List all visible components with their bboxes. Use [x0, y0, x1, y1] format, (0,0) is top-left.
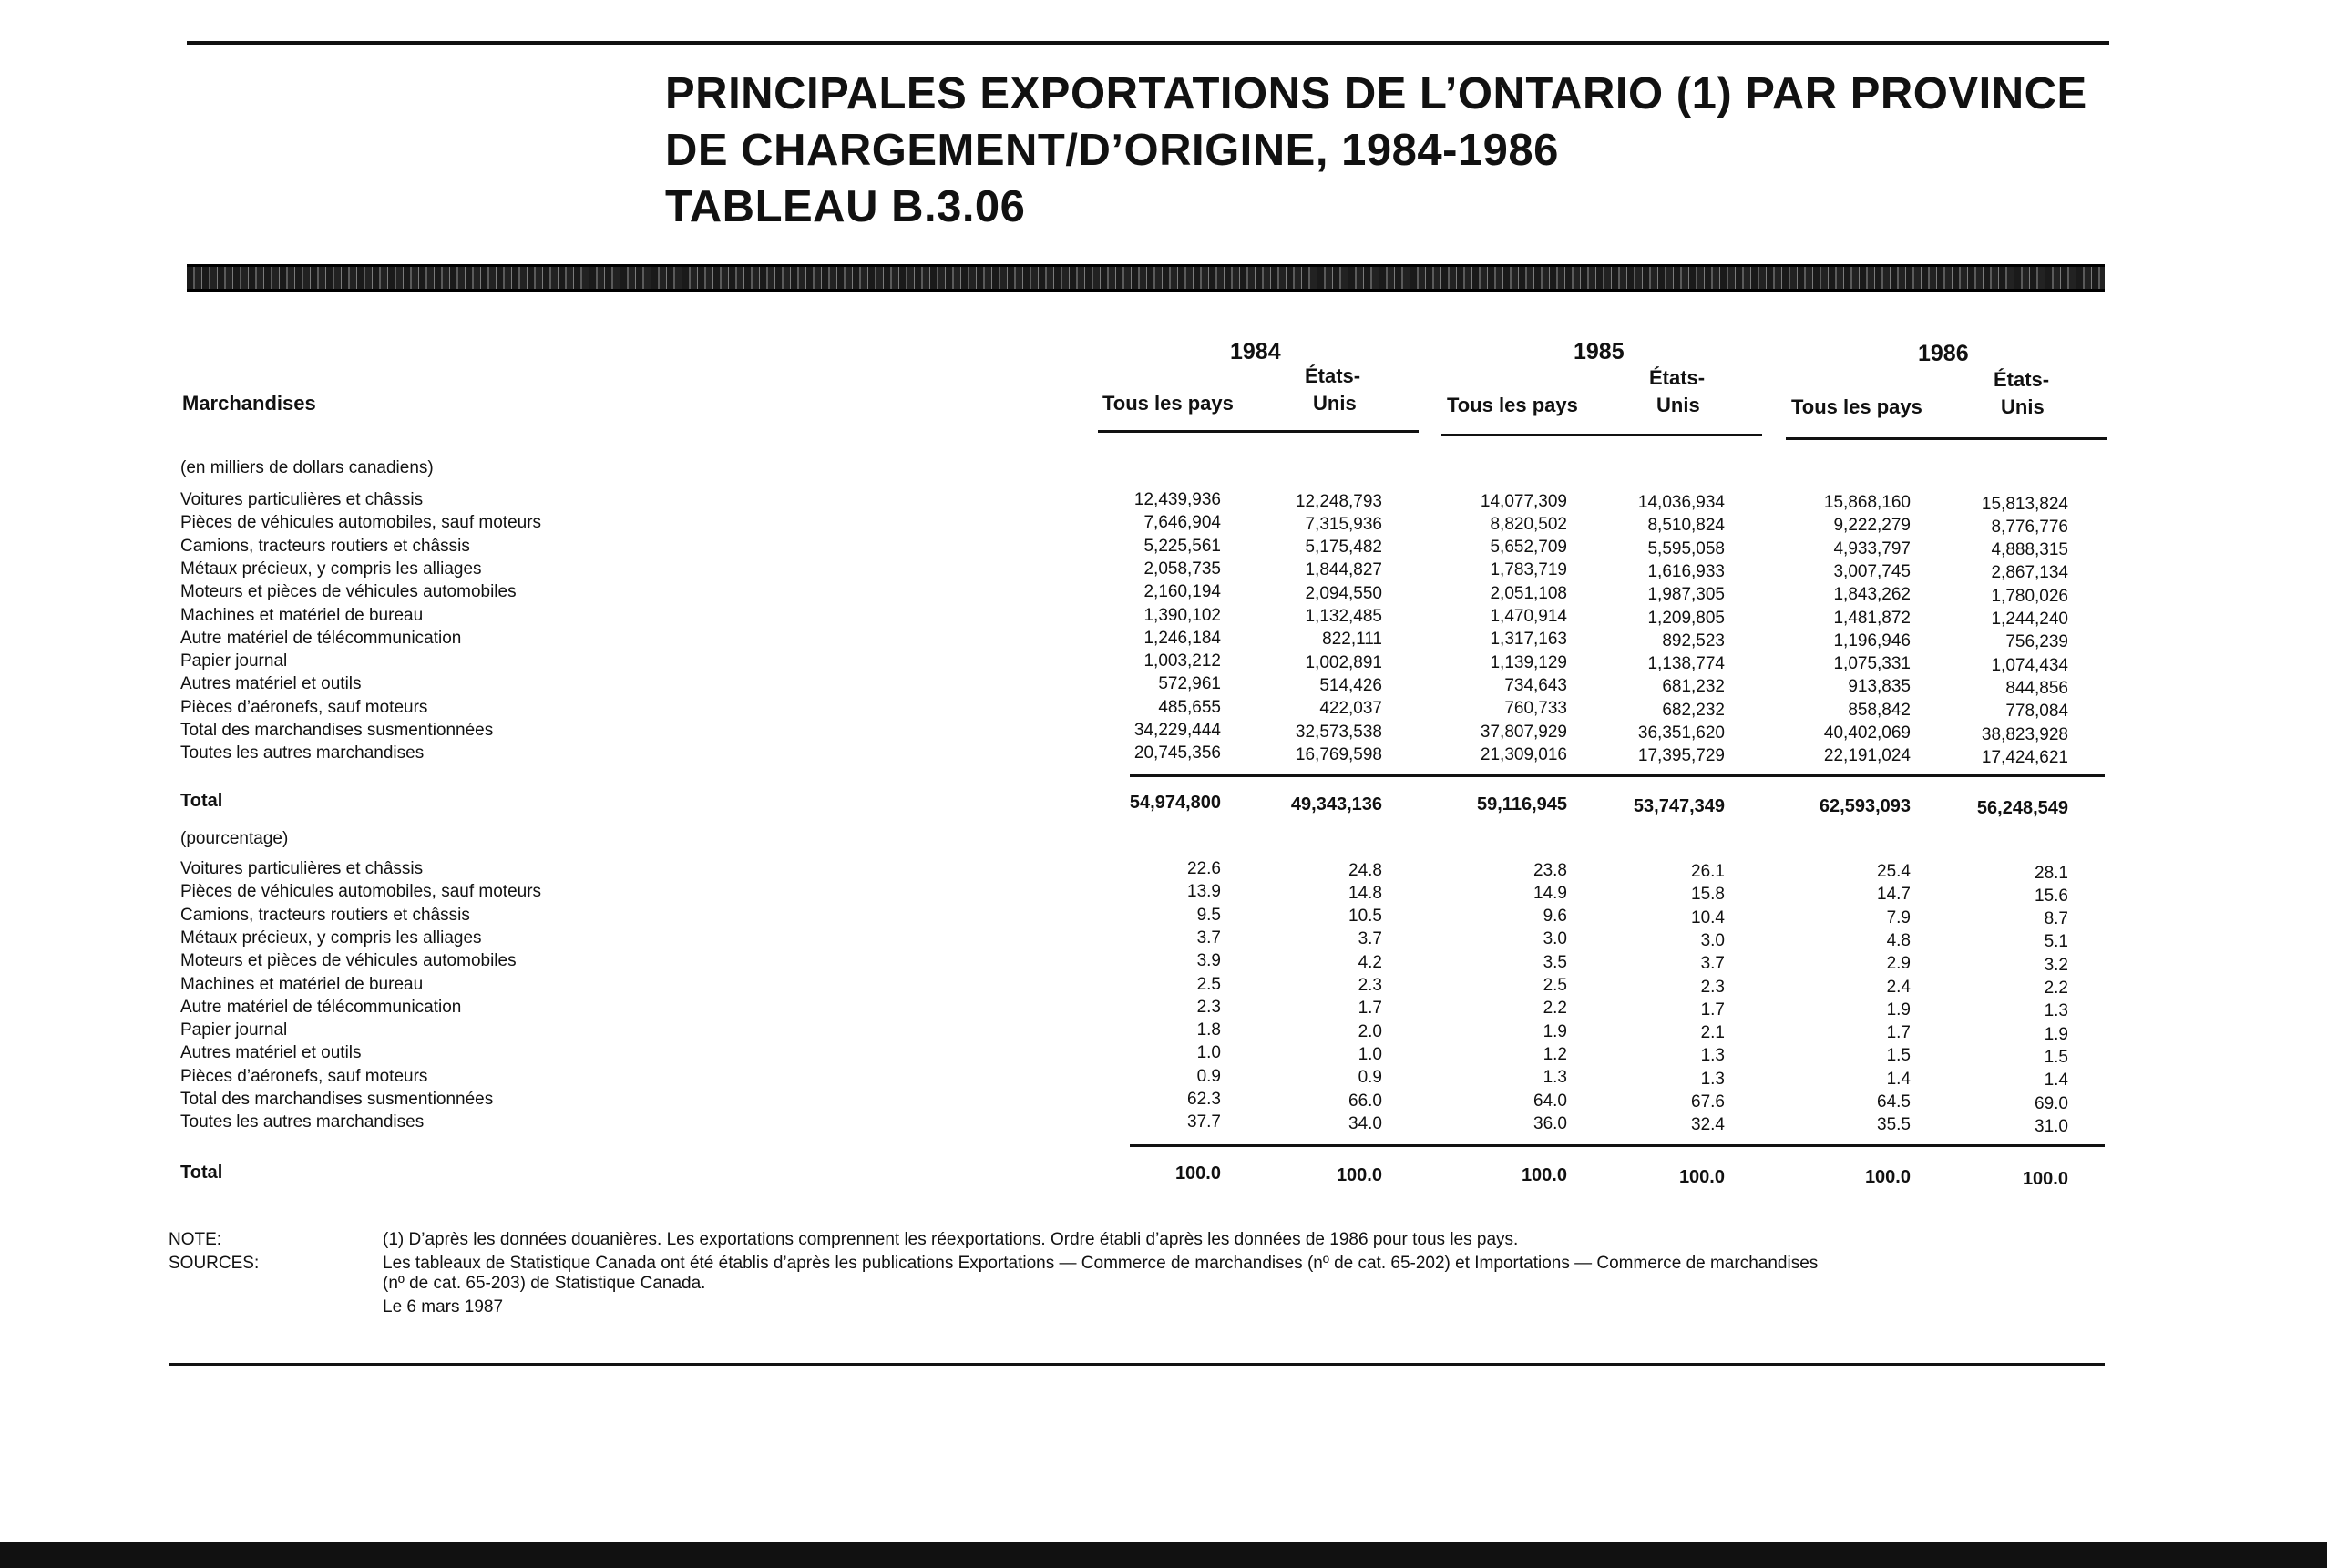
table-cell: 13.9 [1187, 882, 1221, 902]
item-label: Autres matériel et outils [180, 1043, 362, 1063]
item-label: Métaux précieux, y compris les alliages [180, 927, 482, 948]
table-cell: 36,351,620 [1637, 723, 1725, 743]
table-cell: 15,813,824 [1981, 494, 2068, 514]
table-cell: 4,933,797 [1833, 538, 1911, 559]
table-cell: 14.8 [1348, 883, 1382, 903]
table-cell: 23.8 [1533, 860, 1567, 880]
table-cell: 1,481,872 [1833, 608, 1911, 628]
item-label: Camions, tracteurs routiers et châssis [180, 905, 470, 925]
table-cell: 31.0 [2035, 1116, 2068, 1136]
item-label: Papier journal [180, 1020, 288, 1040]
table-cell: 34.0 [1348, 1113, 1382, 1133]
col-all-1985: Tous les pays [1447, 394, 1578, 416]
report-date: Le 6 mars 1987 [383, 1297, 504, 1317]
table-cell: 572,961 [1158, 674, 1221, 694]
table-cell: 3.7 [1700, 954, 1725, 974]
table-cell: 3.0 [1543, 929, 1567, 949]
table-cell: 913,835 [1848, 677, 1911, 697]
table-cell: 1,139,129 [1490, 652, 1567, 672]
item-label: Pièces d’aéronefs, sauf moteurs [180, 697, 428, 717]
table-cell: 1,138,774 [1647, 654, 1725, 674]
scan-edge [0, 1542, 2327, 1568]
item-label: Autres matériel et outils [180, 674, 362, 694]
table-cell: 5,225,561 [1143, 536, 1221, 556]
table-cell: 1.4 [2044, 1071, 2068, 1091]
item-label: Autre matériel de télécommunication [180, 628, 462, 648]
bottom-rule [169, 1363, 2105, 1366]
table-cell: 22.6 [1187, 859, 1221, 878]
table-cell: 2,867,134 [1991, 563, 2068, 583]
table-cell: 67.6 [1691, 1092, 1725, 1112]
item-label: Pièces de véhicules automobiles, sauf moteurs [180, 882, 542, 902]
table-cell: 35.5 [1877, 1115, 1911, 1135]
table-cell: 4.2 [1358, 952, 1382, 972]
table-cell: 64.0 [1533, 1091, 1567, 1111]
table-cell: 422,037 [1319, 699, 1382, 719]
table-cell: 14.7 [1877, 885, 1911, 905]
table-cell: 9,222,279 [1833, 516, 1911, 536]
table-cell: 2.2 [2044, 979, 2068, 998]
item-label: Moteurs et pièces de véhicules automobiles [180, 951, 517, 971]
table-cell: 1,132,485 [1305, 607, 1382, 626]
decorative-banner [187, 264, 2105, 292]
table-cell: 25.4 [1877, 862, 1911, 881]
total-cell: 59,116,945 [1477, 794, 1567, 815]
table-cell: 2,094,550 [1305, 583, 1382, 603]
table-cell: 2.3 [1358, 976, 1382, 995]
table-cell: 2,051,108 [1490, 583, 1567, 603]
table-cell: 26.1 [1691, 862, 1725, 881]
table-cell: 1.0 [1196, 1043, 1221, 1063]
table-cell: 1.9 [1543, 1021, 1567, 1041]
table-cell: 2.9 [1886, 954, 1911, 974]
values-total-label: Total [180, 791, 223, 811]
table-cell: 0.9 [1358, 1068, 1382, 1088]
table-cell: 5,175,482 [1305, 538, 1382, 558]
item-label: Total des marchandises susmentionnées [180, 1090, 494, 1109]
table-cell: 12,248,793 [1295, 491, 1382, 511]
total-cell: 53,747,349 [1633, 796, 1725, 816]
table-cell: 1,616,933 [1647, 561, 1725, 581]
table-cell: 1,196,946 [1833, 630, 1911, 651]
table-cell: 3.2 [2044, 955, 2068, 975]
item-label: Papier journal [180, 651, 288, 671]
top-rule [187, 41, 2109, 45]
total-cell: 100.0 [1336, 1165, 1382, 1185]
col-us-1984-a: États- [1305, 364, 1361, 387]
total-cell: 54,974,800 [1129, 793, 1221, 813]
table-cell: 485,655 [1158, 697, 1221, 717]
table-cell: 17,424,621 [1981, 747, 2068, 767]
table-cell: 1,390,102 [1143, 605, 1221, 625]
total-cell: 62,593,093 [1819, 796, 1911, 816]
total-cell: 56,248,549 [1976, 798, 2068, 818]
note-label: NOTE: [169, 1230, 222, 1249]
table-cell: 1,783,719 [1490, 560, 1567, 580]
table-cell: 10.5 [1348, 907, 1382, 927]
item-label: Métaux précieux, y compris les alliages [180, 559, 482, 579]
table-cell: 1,987,305 [1647, 585, 1725, 605]
table-cell: 2.1 [1700, 1023, 1725, 1043]
item-label: Toutes les autres marchandises [180, 1112, 425, 1132]
table-cell: 9.6 [1543, 907, 1567, 927]
table-cell: 64.5 [1877, 1092, 1911, 1112]
table-cell: 2.3 [1196, 997, 1221, 1017]
sources-label: SOURCES: [169, 1254, 260, 1273]
table-cell: 3.5 [1543, 952, 1567, 972]
percent-caption: (pourcentage) [180, 829, 289, 848]
title-line-2: DE CHARGEMENT/D’ORIGINE, 1984-1986 [665, 126, 1559, 175]
table-cell: 2.5 [1543, 976, 1567, 995]
year-1984: 1984 [1230, 339, 1281, 364]
header-rule-1985 [1441, 434, 1762, 436]
sources-line-2: (nº de cat. 65-203) de Statistique Canada. [383, 1274, 706, 1293]
total-cell: 49,343,136 [1290, 794, 1382, 815]
total-cell: 100.0 [2022, 1169, 2068, 1189]
table-cell: 1.5 [1886, 1046, 1911, 1066]
table-cell: 5,595,058 [1647, 538, 1725, 559]
document-title [665, 66, 2123, 235]
table-cell: 24.8 [1348, 860, 1382, 880]
table-cell: 8.7 [2044, 909, 2068, 929]
table-cell: 4.8 [1886, 930, 1911, 950]
table-cell: 1,843,262 [1833, 585, 1911, 605]
table-cell: 892,523 [1662, 630, 1725, 651]
table-cell: 2,058,735 [1143, 559, 1221, 579]
table-cell: 844,856 [2005, 678, 2068, 698]
item-label: Voitures particulières et châssis [180, 859, 424, 878]
table-cell: 66.0 [1348, 1091, 1382, 1111]
table-cell: 1.3 [2044, 1001, 2068, 1021]
item-label: Autre matériel de télécommunication [180, 997, 462, 1017]
table-cell: 1,075,331 [1833, 654, 1911, 674]
table-cell: 7,646,904 [1143, 513, 1221, 533]
item-label: Pièces de véhicules automobiles, sauf moteurs [180, 513, 542, 533]
table-cell: 9.5 [1196, 905, 1221, 925]
table-cell: 756,239 [2005, 632, 2068, 652]
table-cell: 1.7 [1358, 999, 1382, 1019]
item-label: Pièces d’aéronefs, sauf moteurs [180, 1066, 428, 1086]
values-total-rule [1130, 774, 2105, 777]
table-cell: 1.0 [1358, 1044, 1382, 1064]
table-cell: 3.9 [1196, 951, 1221, 971]
table-cell: 7.9 [1886, 907, 1911, 927]
table-cell: 1.4 [1886, 1069, 1911, 1089]
title-line-3: TABLEAU B.3.06 [665, 182, 1026, 231]
col-us-1985-a: États- [1649, 366, 1706, 389]
table-cell: 15.8 [1691, 885, 1725, 905]
table-cell: 1,780,026 [1991, 586, 2068, 606]
total-cell: 100.0 [1864, 1167, 1911, 1187]
table-cell: 14,036,934 [1637, 493, 1725, 512]
total-cell: 100.0 [1678, 1167, 1725, 1187]
item-label: Toutes les autres marchandises [180, 743, 425, 764]
year-1985: 1985 [1574, 339, 1625, 364]
table-cell: 37,807,929 [1480, 722, 1567, 742]
col-all-1986: Tous les pays [1791, 395, 1922, 418]
table-cell: 40,402,069 [1823, 723, 1911, 743]
table-cell: 3,007,745 [1833, 561, 1911, 581]
total-cell: 100.0 [1521, 1165, 1567, 1185]
table-cell: 14,077,309 [1480, 491, 1567, 511]
table-cell: 14.9 [1533, 883, 1567, 903]
table-cell: 514,426 [1319, 675, 1382, 695]
table-cell: 760,733 [1504, 699, 1567, 719]
item-label: Moteurs et pièces de véhicules automobiles [180, 582, 517, 602]
year-1986: 1986 [1918, 341, 1969, 366]
table-cell: 12,439,936 [1133, 490, 1221, 509]
table-cell: 37.7 [1187, 1112, 1221, 1132]
table-cell: 3.0 [1700, 930, 1725, 950]
table-cell: 32.4 [1691, 1115, 1725, 1135]
table-cell: 1,317,163 [1490, 630, 1567, 650]
item-label: Voitures particulières et châssis [180, 490, 424, 509]
total-cell: 100.0 [1174, 1163, 1221, 1184]
col-us-1986-a: États- [1994, 368, 2050, 391]
table-cell: 28.1 [2035, 863, 2068, 883]
table-cell: 17,395,729 [1637, 746, 1725, 766]
table-cell: 1,209,805 [1647, 608, 1725, 628]
table-cell: 2.5 [1196, 974, 1221, 994]
table-cell: 3.7 [1196, 927, 1221, 948]
table-cell: 2,160,194 [1143, 582, 1221, 602]
item-label: Machines et matériel de bureau [180, 974, 424, 994]
table-cell: 4,888,315 [1991, 540, 2068, 560]
note-text: (1) D’après les données douanières. Les exportations comprennent les réexportations. Ordre établi d’après les données de 1986 pour tous les pays. [383, 1230, 1519, 1249]
table-cell: 1.9 [1886, 999, 1911, 1020]
table-cell: 681,232 [1662, 677, 1725, 697]
table-cell: 32,573,538 [1295, 722, 1382, 742]
header-rule-1984 [1098, 430, 1419, 433]
table-cell: 2.0 [1358, 1021, 1382, 1041]
col-us-1986-b: Unis [2001, 395, 2045, 418]
table-cell: 5.1 [2044, 932, 2068, 952]
table-cell: 1,074,434 [1991, 655, 2068, 675]
table-cell: 1.7 [1886, 1023, 1911, 1043]
col-all-1984: Tous les pays [1102, 392, 1234, 415]
percent-total-label: Total [180, 1163, 223, 1183]
title-line-1: PRINCIPALES EXPORTATIONS DE L’ONTARIO (1) PAR PROVINCE [665, 69, 2087, 118]
table-cell: 858,842 [1848, 700, 1911, 720]
table-cell: 15,868,160 [1823, 493, 1911, 512]
table-cell: 8,510,824 [1647, 516, 1725, 536]
table-cell: 10.4 [1691, 907, 1725, 927]
table-cell: 16,769,598 [1295, 744, 1382, 764]
row-label-header: Marchandises [182, 392, 316, 415]
table-cell: 2.3 [1700, 977, 1725, 997]
table-cell: 1,003,212 [1143, 651, 1221, 671]
values-caption: (en milliers de dollars canadiens) [180, 458, 434, 477]
sources-line-1: Les tableaux de Statistique Canada ont été établis d’après les publications Exportations — Commerce de marchandises (nº de cat. 65-202) et Importations — Commerce de marchandises [383, 1254, 1819, 1273]
table-cell: 1.3 [1700, 1046, 1725, 1066]
item-label: Camions, tracteurs routiers et châssis [180, 536, 470, 556]
table-cell: 36.0 [1533, 1113, 1567, 1133]
table-cell: 1.8 [1196, 1020, 1221, 1040]
table-cell: 1,246,184 [1143, 628, 1221, 648]
table-cell: 8,820,502 [1490, 514, 1567, 534]
item-label: Machines et matériel de bureau [180, 605, 424, 625]
table-cell: 22,191,024 [1823, 746, 1911, 766]
percent-total-rule [1130, 1144, 2105, 1147]
table-cell: 69.0 [2035, 1093, 2068, 1113]
table-cell: 62.3 [1187, 1090, 1221, 1109]
table-cell: 8,776,776 [1991, 517, 2068, 537]
table-cell: 3.7 [1358, 929, 1382, 949]
table-cell: 0.9 [1196, 1066, 1221, 1086]
table-cell: 15.6 [2035, 886, 2068, 906]
table-cell: 20,745,356 [1133, 743, 1221, 764]
table-cell: 21,309,016 [1480, 744, 1567, 764]
table-cell: 34,229,444 [1133, 721, 1221, 740]
table-cell: 2.2 [1543, 999, 1567, 1019]
table-cell: 1.9 [2044, 1024, 2068, 1044]
table-cell: 7,315,936 [1305, 514, 1382, 534]
table-cell: 1.7 [1700, 999, 1725, 1020]
table-cell: 822,111 [1322, 630, 1382, 650]
table-cell: 778,084 [2005, 702, 2068, 722]
table-cell: 682,232 [1662, 700, 1725, 720]
table-cell: 1,002,891 [1305, 652, 1382, 672]
table-cell: 734,643 [1504, 675, 1567, 695]
item-label: Total des marchandises susmentionnées [180, 721, 494, 740]
table-cell: 1,244,240 [1991, 610, 2068, 629]
table-cell: 1.5 [2044, 1047, 2068, 1067]
table-cell: 1.3 [1543, 1068, 1567, 1088]
table-cell: 1,844,827 [1305, 560, 1382, 580]
table-cell: 1.2 [1543, 1044, 1567, 1064]
table-cell: 1.3 [1700, 1069, 1725, 1089]
table-cell: 38,823,928 [1981, 724, 2068, 744]
table-cell: 1,470,914 [1490, 607, 1567, 626]
col-us-1984-b: Unis [1313, 392, 1357, 415]
header-rule-1986 [1786, 437, 2107, 440]
table-cell: 2.4 [1886, 977, 1911, 997]
table-cell: 5,652,709 [1490, 538, 1567, 558]
col-us-1985-b: Unis [1656, 394, 1700, 416]
